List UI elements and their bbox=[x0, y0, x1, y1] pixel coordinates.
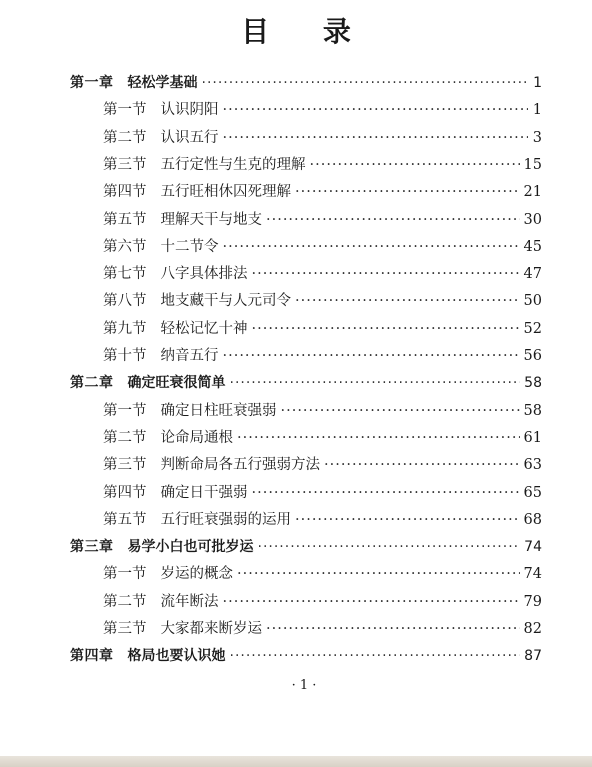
toc-section-entry[interactable] bbox=[103, 316, 542, 343]
dot-leader bbox=[230, 370, 521, 397]
entry-title: 论命局通根 bbox=[160, 429, 233, 446]
entry-label: 第四章 bbox=[70, 648, 114, 665]
entry-title: 格局也要认识她 bbox=[127, 648, 226, 665]
entry-title: 地支藏干与人元司令 bbox=[160, 293, 291, 310]
entry-label: 第三节 bbox=[103, 457, 147, 474]
dot-leader bbox=[230, 643, 521, 670]
entry-title: 确定旺衰很简单 bbox=[127, 375, 226, 392]
entry-page-number: 30 bbox=[523, 211, 542, 228]
toc-section-entry[interactable] bbox=[103, 452, 542, 479]
entry-page-number: 56 bbox=[523, 348, 542, 364]
entry-page-number: 1 bbox=[532, 102, 542, 119]
entry-label: 第四节 bbox=[103, 184, 147, 201]
entry-label: 第八节 bbox=[103, 293, 147, 310]
entry-title: 大家都来断岁运 bbox=[160, 621, 262, 637]
entry-label: 第一节 bbox=[103, 566, 147, 583]
toc-chapter-entry[interactable] bbox=[70, 70, 542, 97]
toc-section-entry[interactable] bbox=[103, 179, 542, 206]
dot-leader bbox=[310, 152, 520, 179]
entry-page-number: 74 bbox=[524, 539, 542, 556]
page-title: 目 录 bbox=[241, 15, 373, 48]
dot-leader bbox=[223, 343, 520, 370]
entry-title: 十二节令 bbox=[160, 238, 219, 255]
dot-leader bbox=[237, 561, 520, 588]
entry-title: 岁运的概念 bbox=[160, 566, 233, 583]
toc-section-entry[interactable] bbox=[103, 288, 542, 315]
toc-section-entry[interactable] bbox=[103, 507, 542, 534]
dot-leader bbox=[223, 589, 520, 616]
entry-page-number: 58 bbox=[524, 375, 542, 392]
toc-chapter-entry[interactable] bbox=[70, 370, 542, 397]
dot-leader bbox=[223, 234, 520, 261]
entry-page-number: 52 bbox=[523, 320, 542, 337]
entry-title: 确定日柱旺衰强弱 bbox=[160, 402, 277, 419]
entry-page-number: 3 bbox=[532, 129, 542, 146]
entry-label: 第三节 bbox=[103, 621, 147, 637]
entry-title: 理解天干与地支 bbox=[160, 211, 262, 228]
entry-label: 第五节 bbox=[103, 211, 147, 228]
entry-page-number: 15 bbox=[523, 156, 542, 173]
entry-page-number: 82 bbox=[523, 621, 542, 637]
dot-leader bbox=[223, 97, 529, 124]
entry-title: 流年断法 bbox=[160, 593, 219, 610]
entry-label: 第六节 bbox=[103, 238, 147, 255]
toc-section-entry[interactable] bbox=[103, 207, 542, 234]
toc-section-entry[interactable] bbox=[103, 125, 542, 152]
toc-section-entry[interactable] bbox=[103, 561, 542, 588]
dot-leader bbox=[266, 207, 520, 234]
entry-title: 判断命局各五行强弱方法 bbox=[160, 457, 320, 474]
entry-page-number: 50 bbox=[523, 293, 542, 310]
dot-leader bbox=[258, 534, 521, 561]
dot-leader bbox=[295, 179, 520, 206]
entry-label: 第二节 bbox=[103, 593, 147, 610]
toc-section-entry[interactable] bbox=[103, 425, 542, 452]
entry-title: 八字具体排法 bbox=[160, 266, 248, 283]
toc-section-entry[interactable] bbox=[103, 480, 542, 507]
entry-title: 五行旺衰强弱的运用 bbox=[160, 511, 291, 528]
entry-page-number: 45 bbox=[523, 238, 542, 255]
toc-chapter-entry[interactable] bbox=[70, 643, 542, 670]
entry-page-number: 47 bbox=[523, 266, 542, 283]
entry-title: 确定日干强弱 bbox=[160, 484, 248, 501]
dot-leader bbox=[295, 507, 520, 534]
dot-leader bbox=[237, 425, 520, 452]
dot-leader bbox=[324, 452, 520, 479]
entry-page-number: 1 bbox=[533, 75, 542, 91]
entry-label: 第五节 bbox=[103, 511, 147, 528]
dot-leader bbox=[281, 398, 520, 425]
entry-label: 第七节 bbox=[103, 266, 147, 283]
entry-label: 第一章 bbox=[70, 75, 114, 91]
entry-label: 第二节 bbox=[103, 429, 147, 446]
entry-label: 第四节 bbox=[103, 484, 147, 501]
toc-section-entry[interactable] bbox=[103, 152, 542, 179]
entry-label: 第三节 bbox=[103, 156, 147, 173]
entry-title: 轻松记忆十神 bbox=[160, 320, 248, 337]
dot-leader bbox=[202, 70, 529, 97]
toc-section-entry[interactable] bbox=[103, 589, 542, 616]
entry-title: 五行旺相休囚死理解 bbox=[160, 184, 291, 201]
entry-page-number: 74 bbox=[523, 566, 542, 583]
dot-leader bbox=[295, 288, 520, 315]
entry-label: 第一节 bbox=[103, 102, 147, 119]
entry-page-number: 68 bbox=[523, 511, 542, 528]
dot-leader bbox=[252, 261, 520, 288]
dot-leader bbox=[252, 316, 520, 343]
entry-title: 轻松学基础 bbox=[127, 75, 198, 91]
entry-title: 纳音五行 bbox=[160, 348, 219, 364]
toc-section-entry[interactable] bbox=[103, 234, 542, 261]
page-number: · 1 · bbox=[291, 678, 317, 693]
entry-label: 第一节 bbox=[103, 402, 147, 419]
toc-chapter-entry[interactable] bbox=[70, 534, 542, 561]
toc-section-entry[interactable] bbox=[103, 343, 542, 370]
entry-label: 第三章 bbox=[70, 539, 114, 556]
entry-title: 认识五行 bbox=[160, 129, 219, 146]
entry-title: 易学小白也可批岁运 bbox=[127, 539, 254, 556]
entry-label: 第十节 bbox=[103, 348, 147, 364]
entry-page-number: 63 bbox=[523, 457, 542, 474]
entry-page-number: 79 bbox=[523, 593, 542, 610]
toc-section-entry[interactable] bbox=[103, 97, 542, 124]
entry-page-number: 87 bbox=[524, 648, 542, 665]
toc-section-entry[interactable] bbox=[103, 398, 542, 425]
dot-leader bbox=[266, 616, 520, 643]
entry-page-number: 58 bbox=[523, 402, 542, 419]
entry-label: 第二章 bbox=[70, 375, 114, 392]
entry-page-number: 65 bbox=[523, 484, 542, 501]
page-edge bbox=[0, 756, 592, 767]
toc-section-entry[interactable] bbox=[103, 616, 542, 643]
toc-section-entry[interactable] bbox=[103, 261, 542, 288]
entry-label: 第二节 bbox=[103, 129, 147, 146]
dot-leader bbox=[223, 125, 529, 152]
entry-label: 第九节 bbox=[103, 320, 147, 337]
entry-title: 认识阴阳 bbox=[160, 102, 219, 119]
dot-leader bbox=[252, 480, 520, 507]
entry-title: 五行定性与生克的理解 bbox=[160, 156, 306, 173]
entry-page-number: 61 bbox=[523, 429, 542, 446]
entry-page-number: 21 bbox=[523, 184, 542, 201]
